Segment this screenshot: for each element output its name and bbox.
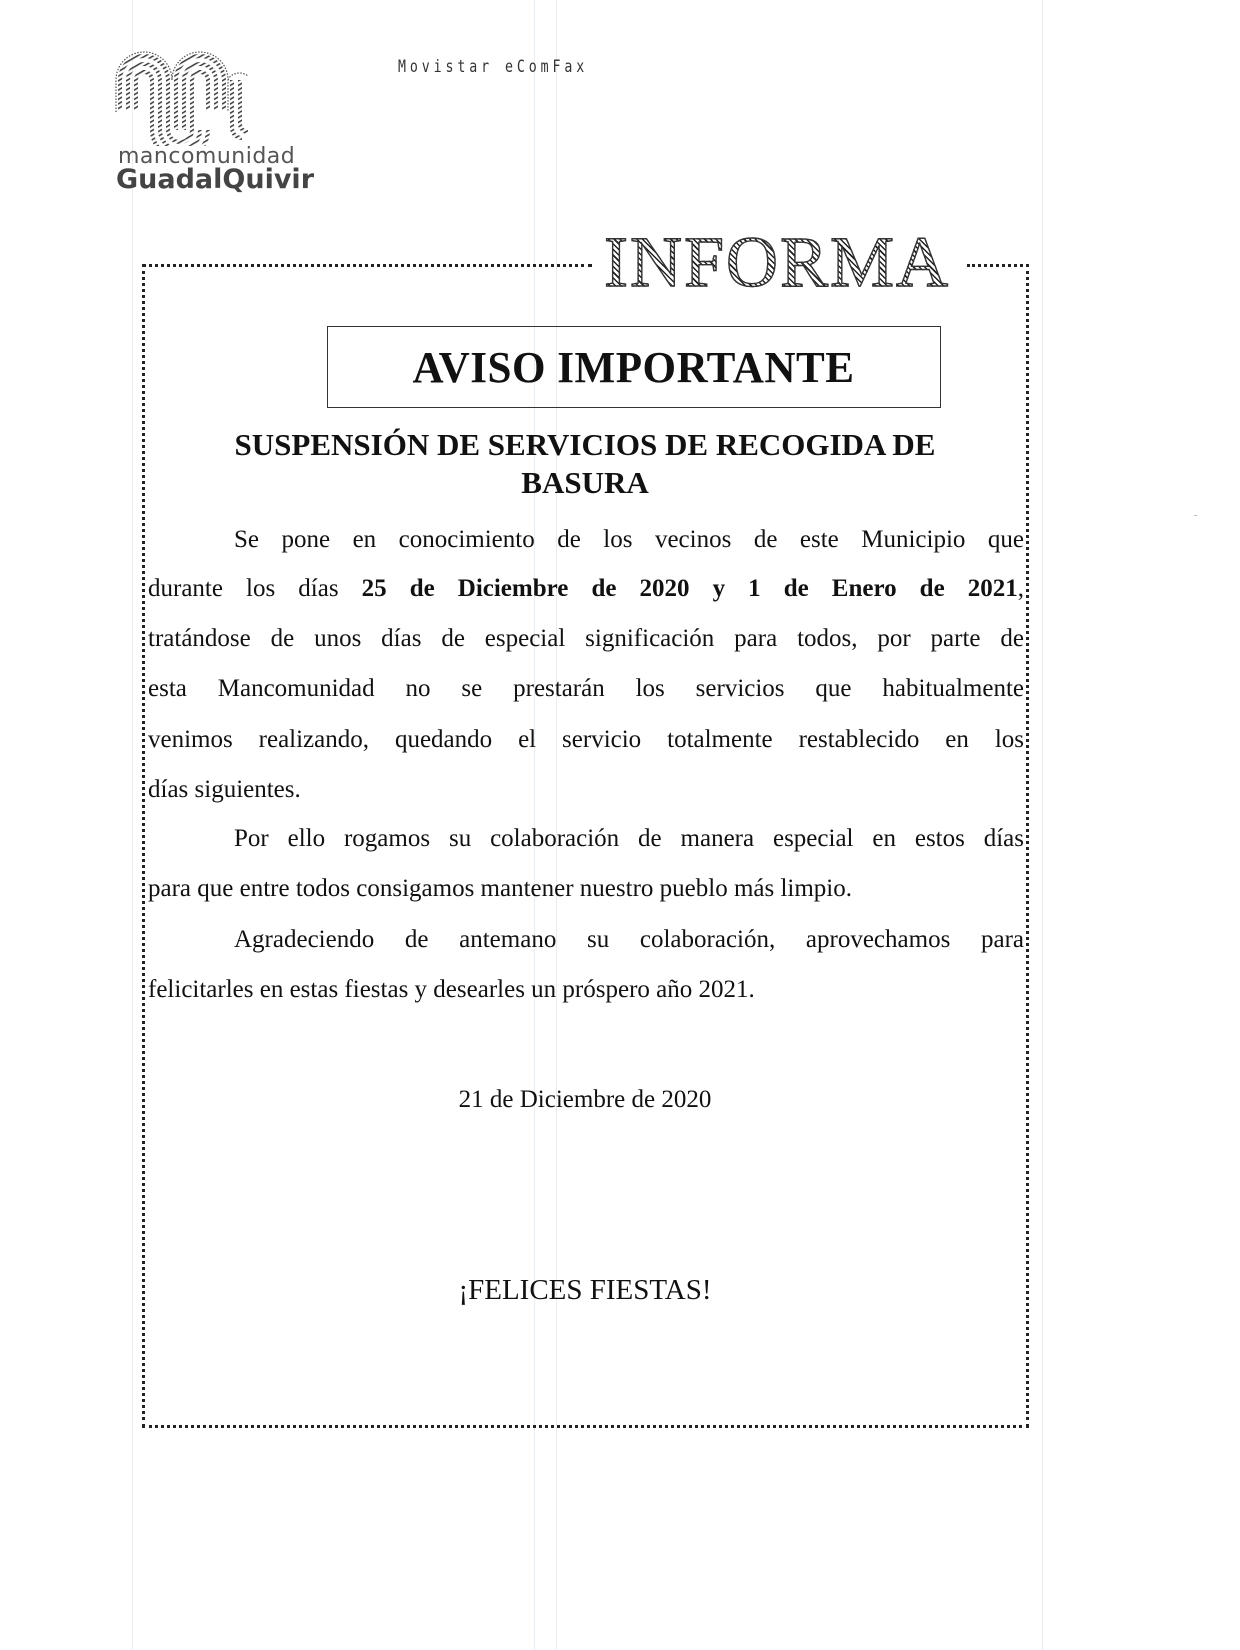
- logo-m-mark-icon: [114, 50, 264, 146]
- text-span: durante los días: [148, 575, 362, 602]
- frame-left-border: [142, 264, 145, 1427]
- notice-title: AVISO IMPORTANTE: [412, 342, 855, 392]
- paragraph-2-line-2: para que entre todos consigamos mantener nuestro pueblo más limpio.: [148, 875, 852, 902]
- notice-date: 21 de Diciembre de 2020: [458, 1086, 712, 1113]
- paragraph-2-line-1: Por ello rogamos su colaboración de manera especial en estos días: [234, 825, 1024, 852]
- scan-artifact-line: [1042, 0, 1043, 1650]
- logo-text-guadalquivir: GuadalQuivir: [116, 164, 315, 195]
- paragraph-3-line-1: Agradeciendo de antemano su colaboración, aprovechamos para: [234, 926, 1024, 953]
- logo-text-mancomunidad: mancomunidad: [118, 144, 296, 169]
- heading-line-2: BASURA: [521, 465, 649, 500]
- section-label-informa: INFORMA: [604, 222, 951, 302]
- paragraph-1-line-2: [148, 573, 1024, 605]
- paragraph-3-line-2: felicitarles en estas fiestas y desearles un próspero año 2021.: [148, 976, 755, 1003]
- scan-artifact-line: [132, 0, 133, 1650]
- paragraph-1-line-4: esta Mancomunidad no se prestarán los servicios que habitualmente: [148, 675, 1024, 702]
- highlighted-dates: 25 de Diciembre de 2020 y 1 de Enero de 2021: [361, 575, 1018, 602]
- paragraph-1-line-1: Se pone en conocimiento de los vecinos de este Municipio que: [234, 526, 1024, 553]
- mancomunidad-logo: [114, 50, 334, 200]
- frame-bottom-border: [142, 1425, 1029, 1428]
- closing-greeting: ¡FELICES FIESTAS!: [458, 1274, 712, 1306]
- paragraph-1-line-3: tratándose de unos días de especial significación para todos, por parte de: [148, 625, 1024, 652]
- frame-right-border: [1026, 264, 1029, 1427]
- paragraph-1-line-6: días siguientes.: [148, 776, 301, 803]
- fax-header: Movistar eComFax: [398, 57, 589, 77]
- frame-top-right-segment: [967, 264, 1029, 267]
- heading-line-1: SUSPENSIÓN DE SERVICIOS DE RECOGIDA DE: [234, 427, 936, 462]
- text-span: ,: [1017, 575, 1024, 602]
- frame-top-left-segment: [142, 264, 592, 267]
- notice-title-box: [327, 326, 941, 408]
- scan-speck: [1194, 515, 1197, 516]
- paragraph-1-line-5: venimos realizando, quedando el servicio totalmente restablecido en los: [148, 726, 1024, 753]
